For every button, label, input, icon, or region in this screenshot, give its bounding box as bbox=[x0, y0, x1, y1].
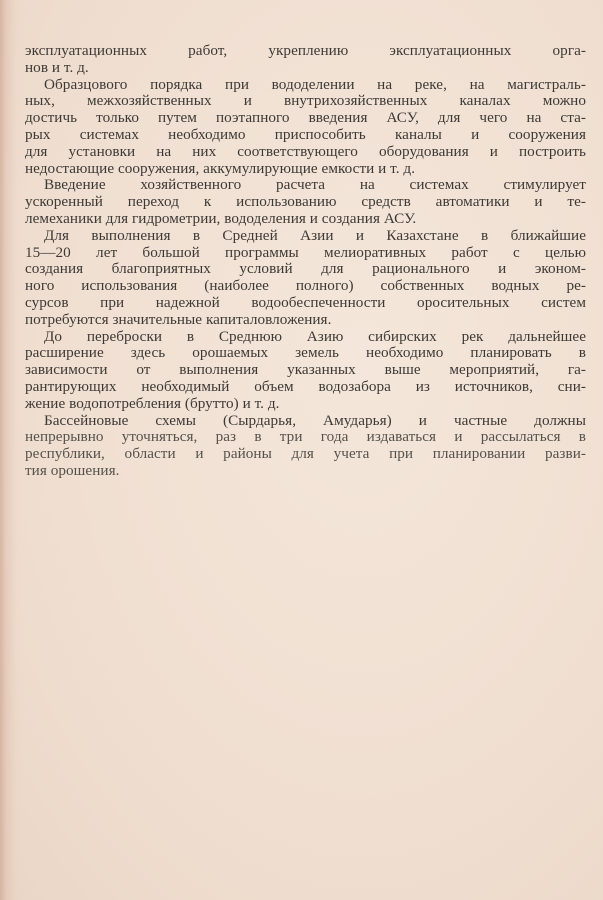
text-line: нов и т. д. bbox=[25, 58, 89, 76]
paragraph-first-line: Введение хозяйственного расчета на системах стимулирует bbox=[44, 176, 586, 194]
paragraph-first-line: До переброски в Среднюю Азию сибирских рек дальнейшее bbox=[44, 327, 586, 345]
text-line: тия орошения. bbox=[25, 461, 120, 479]
text-line: эксплуатационных работ, укреплению эксплуатационных орга- bbox=[25, 42, 586, 59]
text-line: ного использования (наиболее полного) собственных водных ре- bbox=[25, 277, 586, 295]
text-line: непрерывно уточняться, раз в три года издаваться и рассылаться в bbox=[25, 428, 586, 446]
text-line: недостающие сооружения, аккумулирующие емкости и т. д. bbox=[25, 159, 416, 177]
text-line: зависимости от выполнения указанных выше мероприятий, га- bbox=[25, 361, 586, 379]
body-text bbox=[25, 43, 586, 480]
text-line: сурсов при надежной водообеспеченности оросительных систем bbox=[25, 293, 586, 311]
paragraph-first-line: Бассейновые схемы (Сырдарья, Амударья) и частные должны bbox=[44, 411, 586, 429]
text-line: создания благоприятных условий для рационального и эконом- bbox=[25, 260, 586, 278]
text-line: жение водопотребления (брутто) и т. д. bbox=[25, 394, 280, 412]
text-line: 15—20 лет большой программы мелиоративных работ с целью bbox=[25, 243, 586, 261]
text-line: лемеханики для гидрометрии, вододеления и создания АСУ. bbox=[25, 209, 417, 227]
text-line: рых системах необходимо приспособить каналы и сооружения bbox=[25, 125, 586, 143]
text-line: потребуются значительные капиталовложения. bbox=[25, 310, 332, 328]
text-line: для установки на них соответствующего оборудования и построить bbox=[25, 142, 586, 160]
text-line: ных, межхозяйственных и внутрихозяйственных каналах можно bbox=[25, 92, 586, 110]
paragraph-first-line: Для выполнения в Средней Азии и Казахстане в ближайшие bbox=[44, 226, 586, 244]
text-line: республики, области и районы для учета при планировании разви- bbox=[25, 445, 586, 463]
paragraph-first-line: Образцового порядка при вододелении на реке, на магистраль- bbox=[44, 75, 586, 93]
text-line: ускоренный переход к использованию средств автоматики и те- bbox=[25, 193, 586, 211]
text-line: рантирующих необходимый объем водозабора из источников, сни- bbox=[25, 377, 586, 395]
text-line: достичь только путем поэтапного введения АСУ, для чего на ста- bbox=[25, 109, 586, 127]
text-line: расширение здесь орошаемых земель необходимо планировать в bbox=[25, 344, 586, 362]
